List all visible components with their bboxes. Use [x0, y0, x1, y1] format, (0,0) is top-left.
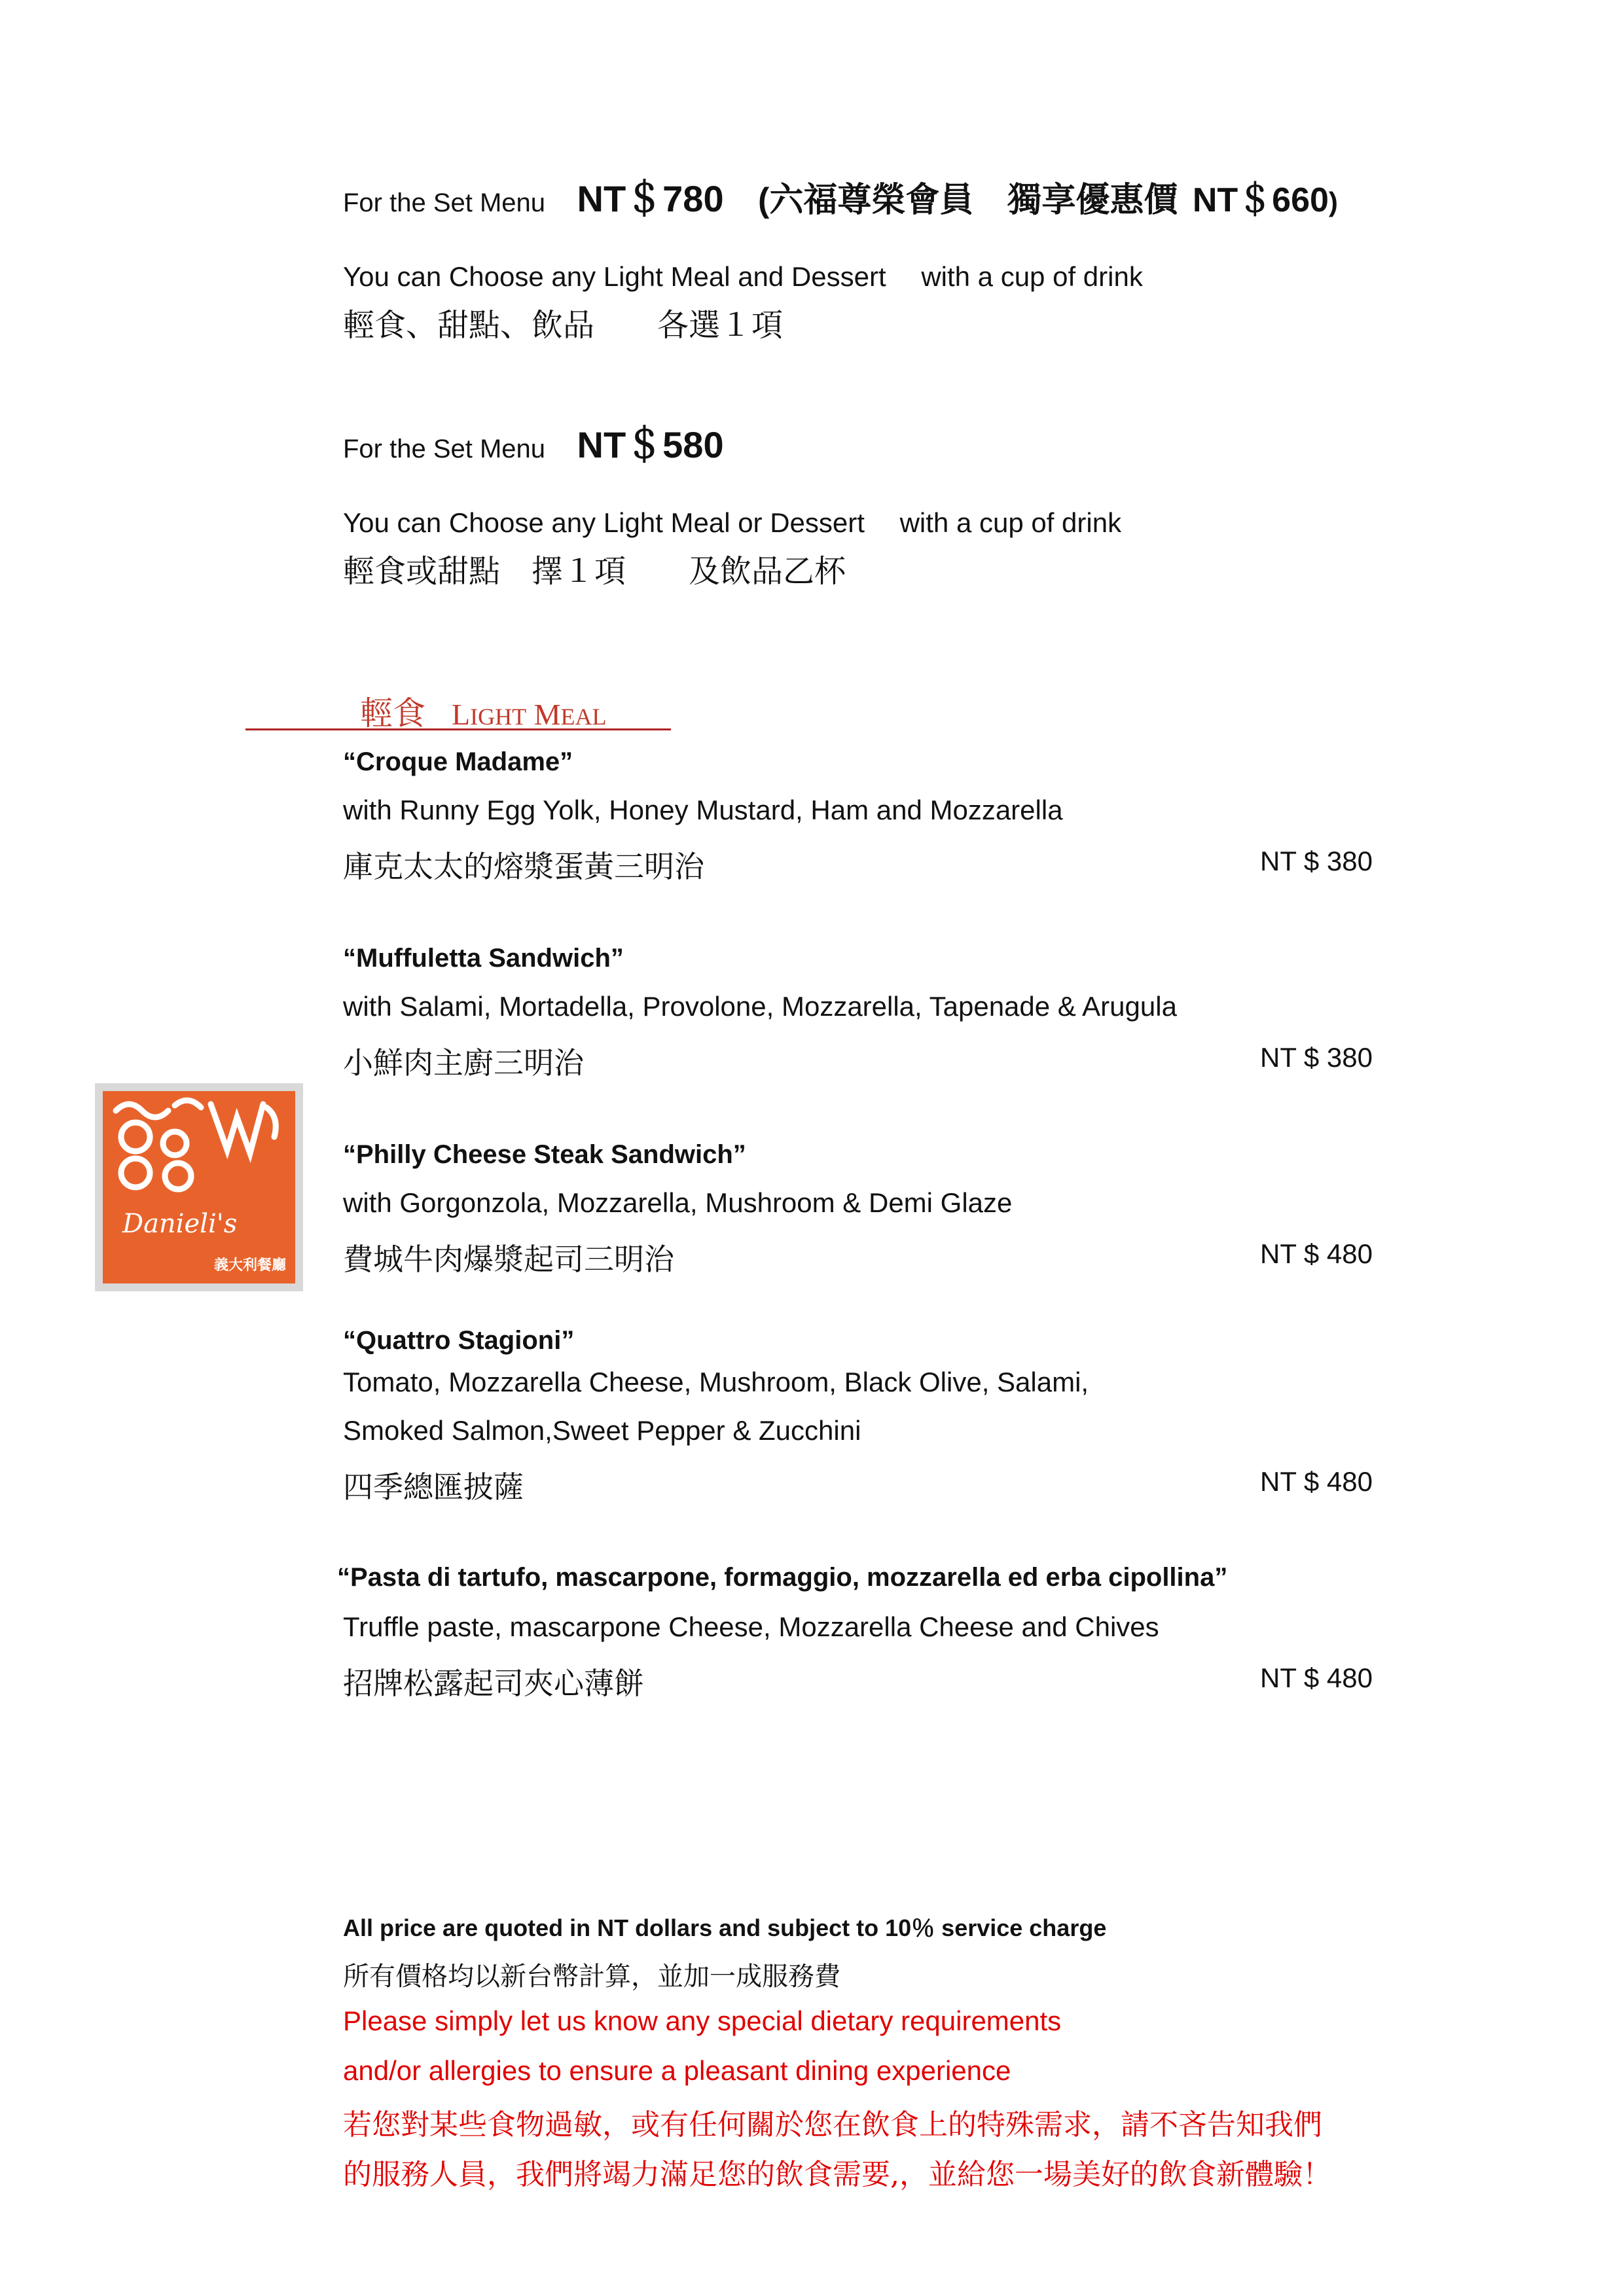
set-menu-1-en: You can Choose any Light Meal and Dessert with a cup of drink [343, 261, 1143, 292]
item-2-zh: 小鮮肉主廚三明治 [343, 1045, 584, 1081]
item-1-desc: with Runny Egg Yolk, Honey Mustard, Ham and Mozzarella [343, 795, 1063, 825]
section-heading-en [452, 698, 606, 731]
item-5-price: NT $ 480 [1260, 1662, 1373, 1693]
set-menu-2-label: For the Set Menu [343, 435, 546, 463]
item-1-price: NT $ 380 [1260, 846, 1373, 876]
section-heading-en-rest1: IGHT [470, 704, 527, 730]
item-4-desc2: Smoked Salmon,Sweet Pepper & Zucchini [343, 1415, 861, 1446]
logo-badge [103, 1091, 295, 1283]
set-menu-1-zh: 輕食、甜點、飲品 各選１項 [343, 307, 784, 344]
item-4-name: “Quattro Stagioni” [343, 1326, 575, 1355]
item-2-price: NT $ 380 [1260, 1042, 1373, 1073]
section-heading-en-cap2: M [533, 698, 561, 731]
item-1-zh: 庫克太太的熔漿蛋黃三明治 [343, 849, 704, 884]
set-menu-1-vip-open: ( [758, 181, 770, 219]
item-2-name: “Muffuletta Sandwich” [343, 944, 624, 973]
logo-script-text: Danieli's [122, 1209, 238, 1239]
set-menu-2-zh: 輕食或甜點 擇１項 及飲品乙杯 [343, 553, 846, 590]
set-menu-1-vip-close: ) [1328, 187, 1338, 217]
item-1-name: “Croque Madame” [343, 747, 573, 776]
section-heading-en-cap1: L [452, 698, 471, 731]
logo-sub-text: 義大利餐廳 [213, 1257, 286, 1274]
note-diet-en-1: Please simply let us know any special dietary requirements [343, 2005, 1062, 2036]
set-menu-1-price: NT＄780 [577, 178, 724, 219]
set-menu-1-label: For the Set Menu [343, 188, 546, 217]
note-diet-zh-2: 的服務人員，我們將竭力滿足您的飲食需要,，並給您一場美好的飲食新體驗！ [343, 2158, 1331, 2191]
set-menu-2-header [343, 416, 724, 469]
item-4-price: NT $ 480 [1260, 1466, 1373, 1497]
item-3-name: “Philly Cheese Steak Sandwich” [343, 1140, 746, 1169]
section-heading-en-rest2: EAL [560, 704, 607, 730]
note-price-en: All price are quoted in NT dollars and subject to 10％ service charge [343, 1914, 1107, 1941]
restaurant-logo [95, 1083, 303, 1291]
item-5-desc: Truffle paste, mascarpone Cheese, Mozzarella Cheese and Chives [343, 1611, 1159, 1642]
set-menu-1-vip-price: NT＄660 [1192, 181, 1329, 219]
item-4-zh: 四季總匯披薩 [343, 1469, 524, 1505]
set-menu-2-price: NT＄580 [577, 424, 724, 465]
set-menu-1-header [343, 170, 1338, 223]
note-diet-en-2: and/or allergies to ensure a pleasant dining experience [343, 2055, 1011, 2086]
item-3-zh: 費城牛肉爆漿起司三明治 [343, 1242, 674, 1277]
item-5-name: “Pasta di tartufo, mascarpone, formaggio, mozzarella ed erba cipollina” [337, 1563, 1228, 1592]
set-menu-2-en: You can Choose any Light Meal or Dessert with a cup of drink [343, 507, 1122, 538]
item-3-price: NT $ 480 [1260, 1238, 1373, 1269]
note-price-zh: 所有價格均以新台幣計算，並加一成服務費 [343, 1962, 840, 1992]
section-heading-zh: 輕食 [360, 694, 425, 732]
note-diet-zh-1: 若您對某些食物過敏，或有任何關於您在飲食上的特殊需求，請不吝告知我們 [343, 2108, 1322, 2142]
item-5-zh: 招牌松露起司夾心薄餅 [343, 1666, 644, 1701]
item-3-desc: with Gorgonzola, Mozzarella, Mushroom & Demi Glaze [343, 1187, 1013, 1218]
item-2-desc: with Salami, Mortadella, Provolone, Mozzarella, Tapenade & Arugula [343, 991, 1177, 1022]
set-menu-1-vip-text: 六福尊榮會員 獨享優惠價 [769, 180, 1178, 220]
section-heading-light-meal [245, 687, 671, 730]
item-4-desc: Tomato, Mozzarella Cheese, Mushroom, Black Olive, Salami, [343, 1367, 1089, 1397]
